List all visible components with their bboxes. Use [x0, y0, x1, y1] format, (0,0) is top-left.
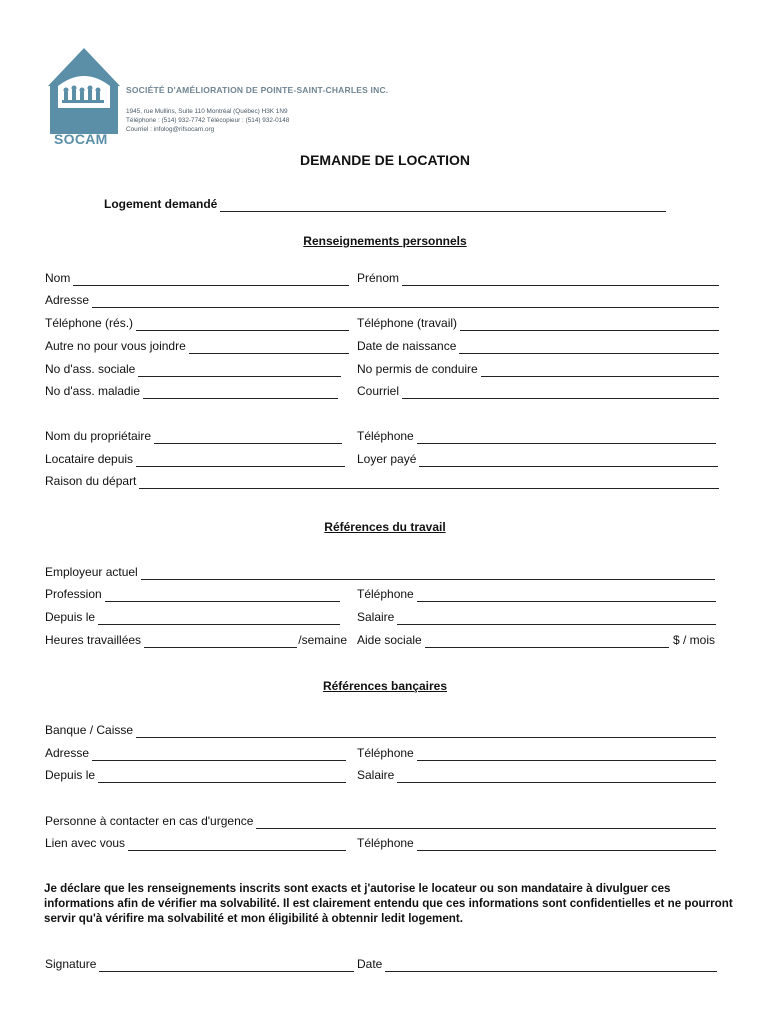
logement-label: Logement demandé [104, 197, 218, 211]
adresse-label: Adresse [45, 293, 90, 307]
logement-field[interactable] [104, 197, 666, 212]
tel-res-field[interactable] [45, 316, 349, 331]
tel-travail-label: Téléphone (travail) [357, 316, 458, 330]
lien-field[interactable] [45, 836, 346, 851]
tel-proprio-field[interactable] [357, 429, 716, 444]
socam-logo [44, 46, 124, 148]
autre-no-field[interactable] [45, 339, 349, 354]
proprietaire-field[interactable] [45, 429, 342, 444]
aide-sociale-field[interactable] [357, 633, 715, 648]
courriel-label: Courriel [357, 384, 400, 398]
nom-label: Nom [45, 271, 71, 285]
tel-proprio-label: Téléphone [357, 429, 414, 443]
organization-name: SOCIÉTÉ D'AMÉLIORATION DE POINTE-SAINT-CHARLES INC. [126, 85, 389, 95]
bank-telephone-field[interactable] [357, 746, 716, 761]
ass-sociale-field[interactable] [45, 362, 341, 377]
section-personal: Renseignements personnels [303, 234, 467, 248]
declaration-text: Je déclare que les renseignements inscrits sont exacts et j'autorise le locateur ou son mandataire à divulguer ces informations afin de vérifier ma solvabilité. Il est clairement entendu que ces informations sont confidentielles et ne pourront servir qu'à vérifire ma solvabilité et mon éligibilité à obtennir ledit logement. [44, 882, 733, 925]
bank-salaire-label: Salaire [357, 768, 395, 782]
semaine-label: /semaine [298, 633, 347, 647]
section-bank: Références bançaires [322, 679, 448, 693]
aide-sociale-label: Aide sociale [357, 633, 422, 647]
employeur-field[interactable] [45, 565, 715, 580]
signature-field[interactable] [45, 957, 354, 972]
prenom-label: Prénom [357, 271, 400, 285]
prenom-field[interactable] [357, 271, 719, 286]
tel-res-label: Téléphone (rés.) [45, 316, 134, 330]
mois-label: $ / mois [672, 633, 715, 647]
employeur-label: Employeur actuel [45, 565, 138, 579]
naissance-label: Date de naissance [357, 339, 457, 353]
loyer-label: Loyer payé [357, 452, 417, 466]
tel-travail-field[interactable] [357, 316, 719, 331]
raison-label: Raison du départ [45, 474, 137, 488]
letterhead [44, 46, 464, 156]
banque-field[interactable] [45, 723, 716, 738]
work-salaire-field[interactable] [357, 610, 716, 625]
bank-depuis-label: Depuis le [45, 768, 96, 782]
profession-label: Profession [45, 587, 102, 601]
raison-field[interactable] [45, 474, 719, 489]
organization-address: 1945, rue Mullins, Suite 110 Montréal (Québec) H3K 1N9 [126, 108, 288, 115]
adresse-field[interactable] [45, 293, 719, 308]
permis-field[interactable] [357, 362, 719, 377]
ass-sociale-label: No d'ass. sociale [45, 362, 136, 376]
banque-label: Banque / Caisse [45, 723, 134, 737]
locataire-depuis-label: Locataire depuis [45, 452, 134, 466]
organization-email: Courriel : infolog@rifsocam.org [126, 126, 215, 133]
urgence-label: Personne à contacter en cas d'urgence [45, 814, 254, 828]
date-label: Date [357, 957, 383, 971]
heures-label: Heures travaillées [45, 633, 142, 647]
work-telephone-label: Téléphone [357, 587, 414, 601]
bank-telephone-label: Téléphone [357, 746, 414, 760]
lien-label: Lien avec vous [45, 836, 126, 850]
bank-depuis-field[interactable] [45, 768, 346, 783]
bank-adresse-field[interactable] [45, 746, 346, 761]
profession-field[interactable] [45, 587, 340, 602]
organization-phone: Téléphone : (514) 932-7742 Télécopieur : (514) 932-0148 [126, 117, 290, 124]
signature-label: Signature [45, 957, 97, 971]
loyer-field[interactable] [357, 452, 718, 467]
heures-field[interactable] [45, 633, 347, 648]
proprietaire-label: Nom du propriétaire [45, 429, 152, 443]
logo-text: SOCAM [54, 131, 108, 147]
work-depuis-label: Depuis le [45, 610, 96, 624]
section-work: Références du travail [324, 520, 446, 534]
work-depuis-field[interactable] [45, 610, 340, 625]
urgence-telephone-label: Téléphone [357, 836, 414, 850]
bank-salaire-field[interactable] [357, 768, 716, 783]
locataire-depuis-field[interactable] [45, 452, 345, 467]
permis-label: No permis de conduire [357, 362, 478, 376]
ass-maladie-field[interactable] [45, 384, 338, 399]
urgence-telephone-field[interactable] [357, 836, 716, 851]
nom-field[interactable] [45, 271, 349, 286]
courriel-field[interactable] [357, 384, 719, 399]
form-title: DEMANDE DE LOCATION [299, 152, 471, 168]
autre-no-label: Autre no pour vous joindre [45, 339, 186, 353]
work-telephone-field[interactable] [357, 587, 716, 602]
work-salaire-label: Salaire [357, 610, 395, 624]
ass-maladie-label: No d'ass. maladie [45, 384, 141, 398]
date-field[interactable] [357, 957, 717, 972]
naissance-field[interactable] [357, 339, 719, 354]
bank-adresse-label: Adresse [45, 746, 90, 760]
urgence-field[interactable] [45, 814, 716, 829]
